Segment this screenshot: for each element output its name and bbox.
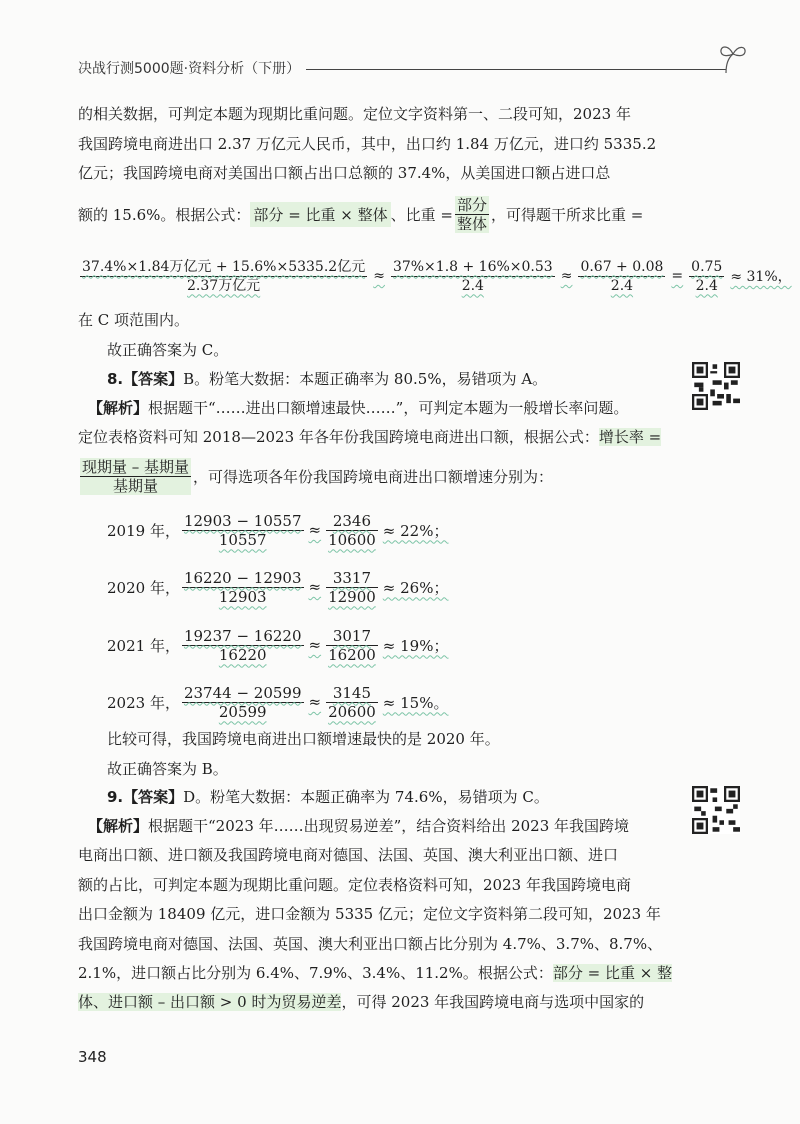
- q8-analysis-line: [88, 398, 628, 418]
- text-segment: ，可得选项各年份我国跨境电商进出口额增速分别为：: [193, 467, 554, 486]
- fraction-denominator: 2.4: [695, 277, 718, 294]
- approx-sign: ≈: [373, 268, 385, 284]
- text-line: 我国跨境电商对德国、法国、英国、澳大利亚出口额占比分别为 4.7%、3.7%、8.7%、: [78, 935, 663, 953]
- fraction-denominator: 2.37万亿元: [187, 277, 261, 294]
- fraction: [80, 258, 367, 295]
- fraction: [326, 627, 378, 664]
- growth-calc: [180, 512, 449, 549]
- fraction: [326, 569, 378, 606]
- q9-answer: [107, 787, 549, 807]
- growth-result: ≈ 26%；: [382, 578, 449, 597]
- fraction-numerator: 3017: [326, 627, 378, 646]
- fraction: [182, 512, 304, 549]
- fraction: [80, 458, 191, 495]
- highlight-formula: 增长率 =: [598, 428, 662, 446]
- growth-calc: [180, 569, 449, 606]
- answer-label: 8.【答案】: [107, 370, 184, 388]
- fraction: [182, 627, 304, 664]
- fraction-denominator: 整体: [456, 214, 487, 233]
- fraction-numerator: 16220 − 12903: [183, 568, 302, 587]
- fraction-denominator: 12903: [218, 587, 267, 606]
- highlight-formula: 部分 = 比重 × 整: [552, 964, 673, 982]
- text-line: 我国跨境电商进出口 2.37 万亿元人民币，其中，出口约 1.84 万亿元，进口约 5335.2: [78, 135, 657, 153]
- q9-analysis-line: [88, 816, 629, 836]
- calc-result: ≈ 31%，: [730, 269, 792, 285]
- text-line: 在 C 项范围内。: [78, 311, 190, 329]
- text-segment: ，可得题干所求比重 =: [491, 205, 644, 224]
- text-line: 额的占比，可判定本题为现期比重问题。定位表格资料可知，2023 年我国跨境电商: [78, 876, 631, 894]
- fraction: [455, 196, 489, 233]
- fraction-numerator: 23744 − 20599: [183, 683, 302, 702]
- fraction-numerator: 19237 − 16220: [183, 626, 302, 645]
- text-line: 电商出口额、进口额及我国跨境电商对德国、法国、英国、澳大利亚出口额、进口: [78, 846, 619, 864]
- growth-result: ≈ 22%；: [382, 521, 449, 540]
- growth-calc: [180, 627, 449, 664]
- fraction-denominator: 2.4: [461, 277, 484, 294]
- q8-analysis-line: [78, 427, 661, 447]
- qr-code-icon[interactable]: [692, 362, 740, 410]
- fraction-denominator: 16200: [328, 645, 376, 664]
- analysis-text: 定位表格资料可知 2018—2023 年各年份我国跨境电商进出口额，根据公式：: [78, 428, 599, 446]
- text-line: 出口金额为 18409 亿元，进口金额为 5335 亿元；定位文字资料第二段可知，2023 年: [78, 905, 661, 923]
- answer-label: 9.【答案】: [107, 788, 184, 806]
- fraction-numerator: 2346: [326, 512, 378, 531]
- text-line: [78, 963, 672, 983]
- growth-row: [107, 510, 448, 550]
- growth-row: [107, 567, 448, 607]
- text-segment: 、比重 =: [390, 205, 453, 224]
- approx-sign: ≈: [308, 693, 322, 711]
- year-label: 2021 年，: [107, 636, 180, 655]
- formula-line: [78, 194, 643, 234]
- q8-answer: [107, 369, 547, 389]
- text-line: [78, 992, 644, 1012]
- growth-row: [107, 682, 448, 722]
- growth-calc: [180, 684, 449, 721]
- highlight-formula: 部分 = 比重 × 整体: [250, 202, 390, 227]
- qr-code-icon[interactable]: [692, 786, 740, 834]
- growth-row: [107, 625, 448, 665]
- calculation-line: [78, 254, 792, 298]
- page-number: 348: [78, 1048, 107, 1066]
- fraction-denominator: 10600: [328, 530, 376, 549]
- text-segment: ，可得 2023 年我国跨境电商与选项中国家的: [341, 993, 645, 1011]
- text-line: 的相关数据，可判定本题为现期比重问题。定位文字资料第一、二段可知，2023 年: [78, 105, 631, 123]
- text-segment: 额的 15.6%。根据公式：: [78, 205, 251, 224]
- fraction: [689, 258, 724, 295]
- fraction-denominator: 20599: [218, 702, 267, 721]
- growth-result: ≈ 15%。: [382, 693, 449, 712]
- fraction-numerator: 3317: [326, 569, 378, 588]
- approx-sign: ≈: [308, 578, 322, 596]
- equals-sign: =: [671, 268, 684, 284]
- highlight-formula: 体、进口额 – 出口额 > 0 时为贸易逆差: [78, 993, 342, 1011]
- leaf-icon: [718, 40, 748, 74]
- formula-line: [78, 454, 553, 498]
- analysis-text: 根据题干“……进出口额增速最快……”，可判定本题为一般增长率问题。: [148, 399, 629, 417]
- fraction-numerator: 0.67 + 0.08: [580, 258, 664, 275]
- year-label: 2023 年，: [107, 693, 180, 712]
- answer-text: D。粉笔大数据：本题正确率为 74.6%，易错项为 C。: [183, 788, 549, 806]
- year-label: 2019 年，: [107, 521, 180, 540]
- fraction: [182, 684, 304, 721]
- fraction-denominator: 16220: [218, 645, 267, 664]
- fraction: [326, 512, 378, 549]
- fraction-numerator: 12903 − 10557: [183, 511, 302, 530]
- analysis-label: 【解析】: [88, 817, 149, 835]
- fraction-numerator: 0.75: [691, 258, 723, 275]
- fraction-numerator: 3145: [326, 684, 378, 703]
- compare-line: 比较可得，我国跨境电商进出口额增速最快的是 2020 年。: [107, 730, 500, 748]
- fraction: [182, 569, 304, 606]
- approx-sign: ≈: [308, 636, 322, 654]
- fraction-denominator: 基期量: [113, 476, 159, 495]
- fraction-denominator: 12900: [328, 587, 376, 606]
- fraction-numerator: 37.4%×1.84万亿元 + 15.6%×5335.2亿元: [82, 258, 366, 275]
- fraction-denominator: 20600: [328, 702, 376, 721]
- answer-text: B。粉笔大数据：本题正确率为 80.5%，易错项为 A。: [183, 370, 548, 388]
- text-line: 亿元；我国跨境电商对美国出口额占出口总额的 37.4%，从美国进口额占进口总: [78, 164, 611, 182]
- fraction-denominator: 2.4: [610, 277, 634, 294]
- fraction-numerator: 部分: [456, 195, 487, 214]
- fraction-denominator: 10557: [218, 530, 267, 549]
- growth-result: ≈ 19%；: [382, 636, 449, 655]
- fraction: [578, 258, 665, 295]
- year-label: 2020 年，: [107, 578, 180, 597]
- running-header: 决战行测5000题·资料分析（下册）: [78, 61, 301, 77]
- fraction: [326, 684, 378, 721]
- header-rule: [306, 69, 726, 70]
- fraction-numerator: 现期量 – 基期量: [82, 457, 190, 476]
- approx-sign: ≈: [308, 521, 322, 539]
- text-segment: 2.1%，进口额占比分别为 6.4%、7.9%、3.4%、11.2%。根据公式：: [78, 964, 553, 982]
- fraction: [391, 258, 555, 295]
- conclusion-line: 故正确答案为 C。: [107, 341, 229, 359]
- analysis-text: 根据题干“2023 年……出现贸易逆差”，结合资料给出 2023 年我国跨境: [148, 817, 630, 835]
- analysis-label: 【解析】: [88, 399, 149, 417]
- conclusion-line: 故正确答案为 B。: [107, 760, 228, 778]
- approx-sign: ≈: [560, 268, 573, 284]
- fraction-numerator: 37%×1.8 + 16%×0.53: [392, 258, 553, 275]
